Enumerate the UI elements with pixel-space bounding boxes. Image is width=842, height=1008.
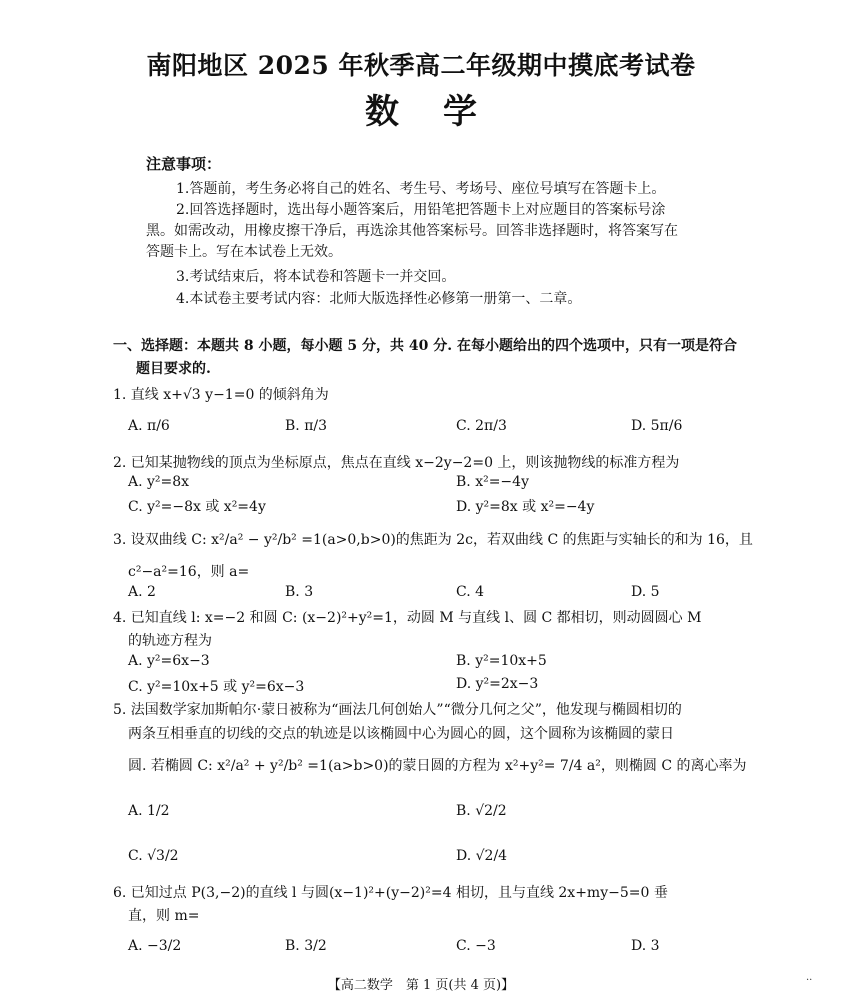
q1-option-b: B. π/3 — [285, 418, 328, 434]
q3-option-d: D. 5 — [631, 584, 660, 600]
q5-option-c: C. √3/2 — [128, 848, 179, 864]
notice-item-3: 3.考试结束后，将本试卷和答题卡一并交回。 — [176, 269, 456, 285]
q6-option-b: B. 3/2 — [285, 938, 327, 954]
subject-title: 数学 — [365, 92, 521, 132]
notice-item-4: 4.本试卷主要考试内容：北师大版选择性必修第一册第一、二章。 — [176, 291, 582, 307]
q4-option-d: D. y²=2x−3 — [456, 676, 539, 692]
notice-item-2-cont: 黑。如需改动，用橡皮擦干净后，再选涂其他答案标号。回答非选择题时，将答案写在 — [146, 223, 678, 239]
q4-option-c: C. y²=10x+5 或 y²=6x−3 — [128, 679, 305, 695]
q5-option-a: A. 1/2 — [128, 803, 170, 819]
exam-title: 南阳地区 2025 年秋季高二年级期中摸底考试卷 — [146, 51, 696, 80]
question-6-line2: 直，则 m= — [128, 908, 200, 924]
question-5-line3: 圆. 若椭圆 C: x²/a² + y²/b² =1(a>b>0)的蒙日圆的方程为 x²+y²= 7/4 a²，则椭圆 C 的离心率为 — [128, 758, 747, 774]
q2-option-d: D. y²=8x 或 x²=−4y — [456, 499, 595, 515]
q3-option-a: A. 2 — [128, 584, 156, 600]
q6-option-d: D. 3 — [631, 938, 660, 954]
q3-option-b: B. 3 — [285, 584, 314, 600]
question-3-line1: 3. 设双曲线 C: x²/a² − y²/b² =1(a>0,b>0)的焦距为 2c，若双曲线 C 的焦距与实轴长的和为 16，且 — [113, 532, 753, 548]
q5-option-d: D. √2/4 — [456, 848, 508, 864]
notice-item-2-cont2: 答题卡上。写在本试卷上无效。 — [146, 244, 342, 260]
q2-option-a: A. y²=8x — [128, 474, 190, 490]
q2-option-c: C. y²=−8x 或 x²=4y — [128, 499, 266, 515]
q4-option-b: B. y²=10x+5 — [456, 653, 547, 669]
q5-option-b: B. √2/2 — [456, 803, 507, 819]
question-1-stem: 1. 直线 x+√3 y−1=0 的倾斜角为 — [113, 387, 329, 403]
page-footer: 【高二数学 第 1 页(共 4 页)】 — [327, 978, 515, 993]
q1-option-c: C. 2π/3 — [456, 418, 507, 434]
question-3-line2: c²−a²=16，则 a= — [128, 564, 250, 580]
corner-mark: .. — [806, 972, 813, 983]
q6-option-c: C. −3 — [456, 938, 496, 954]
section-heading: 一、选择题：本题共 8 小题，每小题 5 分，共 40 分. 在每小题给出的四个选项中，只有一项是符合 — [113, 338, 737, 354]
question-2-stem: 2. 已知某抛物线的顶点为坐标原点，焦点在直线 x−2y−2=0 上，则该抛物线的标准方程为 — [113, 455, 680, 471]
section-heading-cont: 题目要求的. — [136, 361, 211, 377]
notice-heading: 注意事项： — [146, 155, 222, 173]
q1-option-a: A. π/6 — [128, 418, 170, 434]
question-6-line1: 6. 已知过点 P(3,−2)的直线 l 与圆(x−1)²+(y−2)²=4 相切，且与直线 2x+my−5=0 垂 — [113, 885, 668, 901]
notice-item-2: 2.回答选择题时，选出每小题答案后，用铅笔把答题卡上对应题目的答案标号涂 — [176, 202, 666, 218]
q6-option-a: A. −3/2 — [128, 938, 182, 954]
q2-option-b: B. x²=−4y — [456, 474, 529, 490]
question-4-line2: 的轨迹方程为 — [128, 633, 212, 649]
question-5-line1: 5. 法国数学家加斯帕尔·蒙日被称为“画法几何创始人”“微分几何之父”，他发现与椭圆相切的 — [113, 702, 682, 718]
q4-option-a: A. y²=6x−3 — [128, 653, 210, 669]
q3-option-c: C. 4 — [456, 584, 485, 600]
question-5-line2: 两条互相垂直的切线的交点的轨迹是以该椭圆中心为圆心的圆，这个圆称为该椭圆的蒙日 — [128, 726, 674, 742]
q1-option-d: D. 5π/6 — [631, 418, 683, 434]
question-4-line1: 4. 已知直线 l: x=−2 和圆 C: (x−2)²+y²=1，动圆 M 与直线 l、圆 C 都相切，则动圆圆心 M — [113, 610, 702, 626]
notice-item-1: 1.答题前，考生务必将自己的姓名、考生号、考场号、座位号填写在答题卡上。 — [176, 181, 666, 197]
